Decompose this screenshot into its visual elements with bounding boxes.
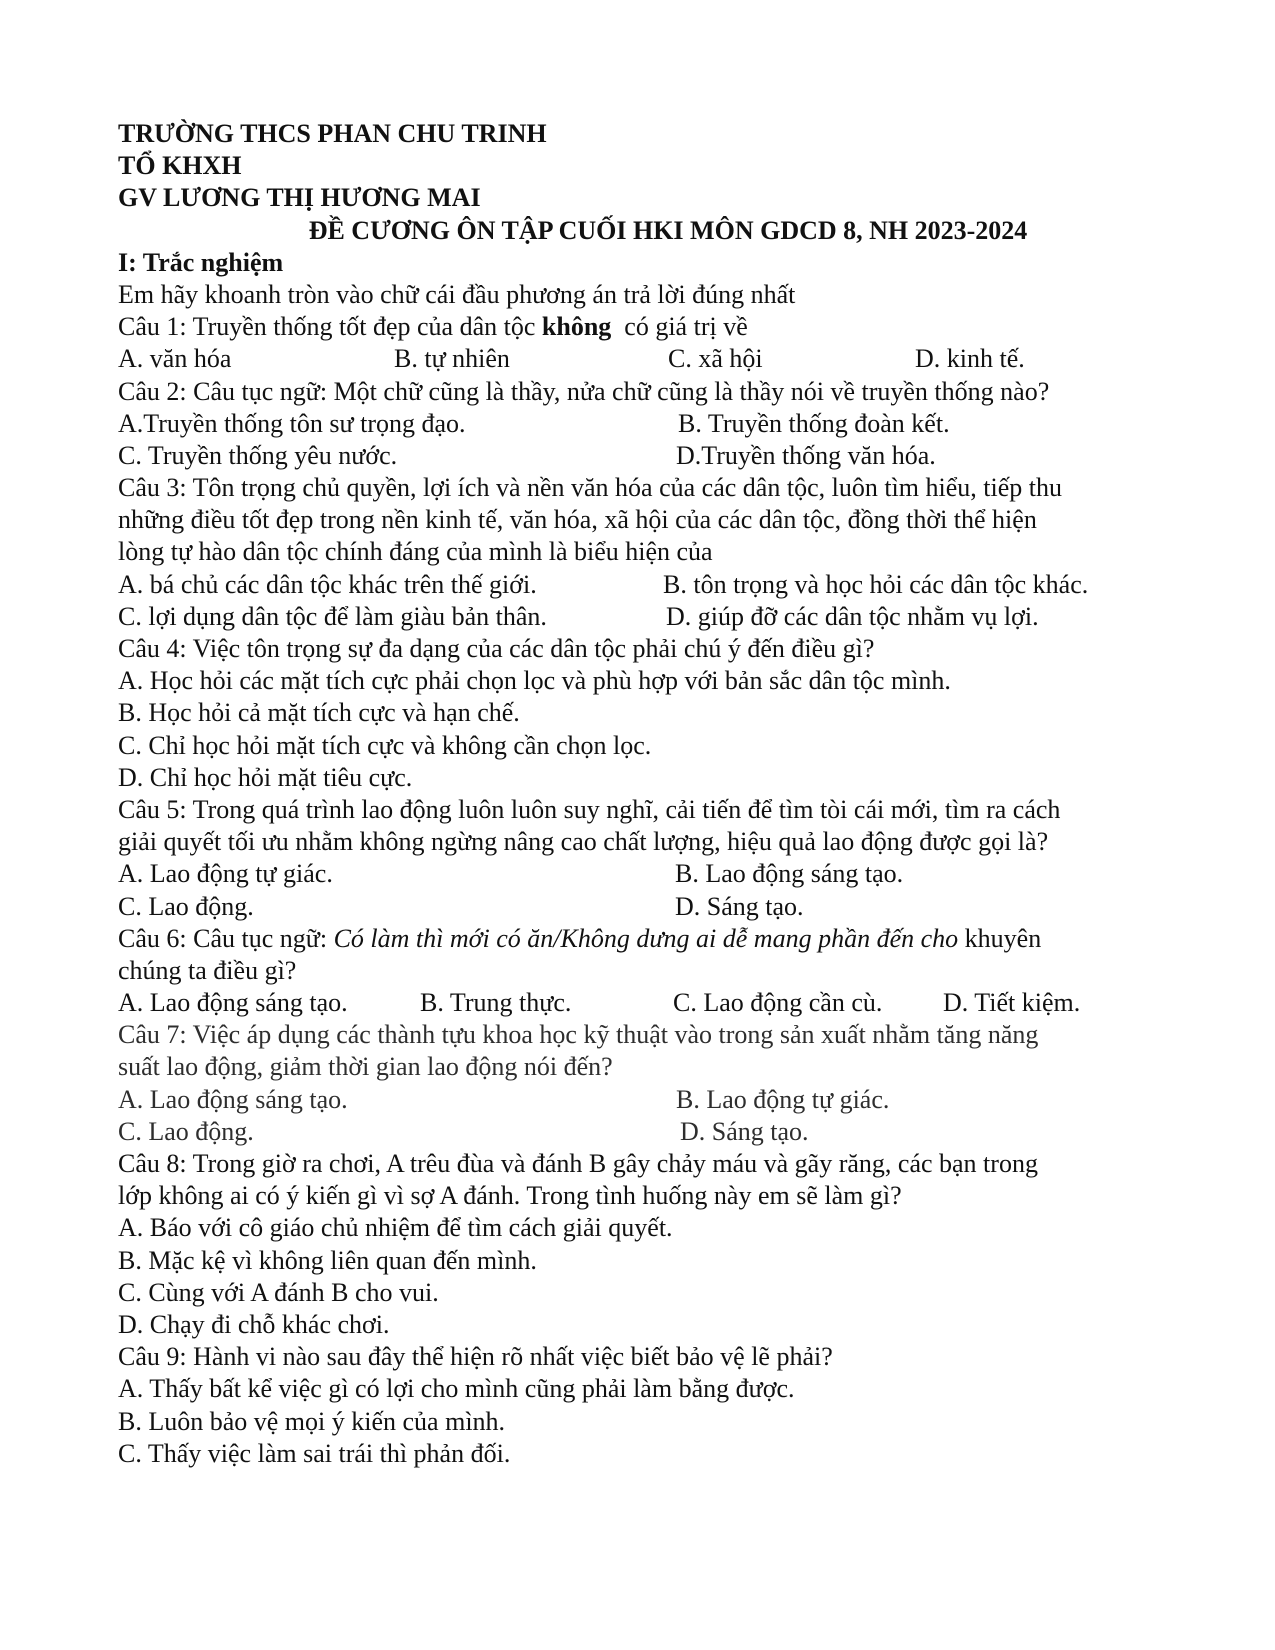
question-8-option-c: C. Cùng với A đánh B cho vui. [118,1277,439,1307]
question-7-option-b: B. Lao động tự giác. [676,1084,890,1114]
question-6-option-d: D. Tiết kiệm. [943,988,1081,1018]
question-2-option-c: C. Truyền thống yêu nước. [118,440,398,470]
question-5-option-c: C. Lao động. [118,891,254,921]
question-5-option-a: A. Lao động tự giác. [118,859,333,889]
question-2-option-b: B. Truyền thống đoàn kết. [678,408,950,438]
question-8-option-a: A. Báo với cô giáo chủ nhiệm để tìm cách giải quyết. [118,1213,673,1243]
section-heading: I: Trắc nghiệm [118,247,284,277]
question-4-option-b: B. Học hỏi cả mặt tích cực và hạn chế. [118,698,520,728]
question-7-option-a: A. Lao động sáng tạo. [118,1084,348,1114]
question-2-options-cd [118,440,1178,472]
question-9-option-c: C. Thấy việc làm sai trái thì phản đối. [118,1438,511,1468]
question-1-stem [118,311,1178,343]
question-3-option-a: A. bá chủ các dân tộc khác trên thế giới. [118,569,537,599]
question-7-stem-line2: suất lao động, giảm thời gian lao động nói đến? [118,1052,613,1082]
question-4-option-c: C. Chỉ học hỏi mặt tích cực và không cần chọn lọc. [118,730,652,760]
question-9-option-b: B. Luôn bảo vệ mọi ý kiến của mình. [118,1406,506,1436]
question-7-stem-line1: Câu 7: Việc áp dụng các thành tựu khoa học kỹ thuật vào trong sản xuất nhằm tăng năng [118,1020,1039,1050]
question-6-option-c: C. Lao động cần cù. [673,988,883,1018]
question-3-option-c: C. lợi dụng dân tộc để làm giàu bản thân. [118,601,547,631]
question-3-stem-line1: Câu 3: Tôn trọng chủ quyền, lợi ích và nền văn hóa của các dân tộc, luôn tìm hiểu, tiếp thu [118,473,1062,503]
question-7-options-ab [118,1084,1178,1116]
question-3-stem-line2: những điều tốt đẹp trong nền kinh tế, văn hóa, xã hội của các dân tộc, đồng thời thể hiện [118,505,1037,535]
question-5-options-cd [118,891,1178,923]
question-3-stem-line3: lòng tự hào dân tộc chính đáng của mình là biểu hiện của [118,537,713,567]
question-2-option-a: A.Truyền thống tôn sư trọng đạo. [118,408,466,438]
question-6-stem-line2: chúng ta điều gì? [118,955,297,985]
question-9-option-a: A. Thấy bất kể việc gì có lợi cho mình cũng phải làm bằng được. [118,1374,795,1404]
teacher-name: GV LƯƠNG THỊ HƯƠNG MAI [118,183,481,213]
question-5-stem-line1: Câu 5: Trong quá trình lao động luôn luôn suy nghĩ, cải tiến để tìm tòi cái mới, tìm ra cách [118,794,1061,824]
document-page [118,118,1178,1470]
question-3-options-ab [118,569,1178,601]
question-4-option-d: D. Chỉ học hỏi mặt tiêu cực. [118,762,413,792]
question-2-option-d: D.Truyền thống văn hóa. [676,440,936,470]
question-6-options [118,987,1178,1019]
question-5-options-ab [118,858,1178,890]
question-1-option-b: B. tự nhiên [394,344,510,374]
question-2-options-ab [118,408,1178,440]
question-8-stem-line2: lớp không ai có ý kiến gì vì sợ A đánh. Trong tình huống này em sẽ làm gì? [118,1181,902,1211]
question-7-options-cd [118,1116,1178,1148]
question-9-stem: Câu 9: Hành vi nào sau đây thể hiện rõ nhất việc biết bảo vệ lẽ phải? [118,1342,833,1372]
question-6-option-b: B. Trung thực. [420,988,572,1018]
question-6-stem-line1 [118,923,1178,955]
question-5-stem-line2: giải quyết tối ưu nhằm không ngừng nâng cao chất lượng, hiệu quả lao động được gọi là? [118,827,1049,857]
question-8-option-b: B. Mặc kệ vì không liên quan đến mình. [118,1245,537,1275]
question-1-stem-bold: không [541,312,612,342]
group-name: TỔ KHXH [118,151,242,181]
question-5-option-b: B. Lao động sáng tạo. [675,859,904,889]
question-5-option-d: D. Sáng tạo. [675,891,804,921]
question-7-option-c: C. Lao động. [118,1116,254,1146]
question-1-option-a: A. văn hóa [118,344,232,374]
question-6-stem-end: khuyên [958,923,1042,953]
question-3-options-cd [118,601,1178,633]
question-4-option-a: A. Học hỏi các mặt tích cực phải chọn lọc và phù hợp với bản sắc dân tộc mình. [118,666,951,696]
question-4-stem: Câu 4: Việc tôn trọng sự đa dạng của các dân tộc phải chú ý đến điều gì? [118,634,875,663]
question-6-option-a: A. Lao động sáng tạo. [118,988,348,1018]
question-1-stem-text: Câu 1: Truyền thống tốt đẹp của dân tộc [118,312,542,342]
question-8-option-d: D. Chạy đi chỗ khác chơi. [118,1309,390,1339]
question-2-stem: Câu 2: Câu tục ngữ: Một chữ cũng là thầy, nửa chữ cũng là thầy nói về truyền thống nào? [118,376,1050,406]
question-7-option-d: D. Sáng tạo. [680,1116,809,1146]
question-6-stem-text: Câu 6: Câu tục ngữ: [118,923,334,953]
school-name: TRƯỜNG THCS PHAN CHU TRINH [118,119,547,148]
question-1-stem-end: có giá trị về [611,312,748,342]
question-3-option-b: B. tôn trọng và học hỏi các dân tộc khác. [663,569,1089,599]
question-8-stem-line1: Câu 8: Trong giờ ra chơi, A trêu đùa và đánh B gây chảy máu và gãy răng, các bạn trong [118,1149,1038,1178]
question-1-option-d: D. kinh tế. [915,344,1025,374]
question-1-option-c: C. xã hội [668,344,763,374]
question-6-proverb: Có làm thì mới có ăn/Không dưng ai dễ mang phần đến cho [333,923,959,953]
question-1-options [118,343,1178,375]
instruction: Em hãy khoanh tròn vào chữ cái đầu phương án trả lời đúng nhất [118,279,796,309]
document-title: ĐỀ CƯƠNG ÔN TẬP CUỐI HKI MÔN GDCD 8, NH 2023-2024 [308,215,1028,245]
question-3-option-d: D. giúp đỡ các dân tộc nhằm vụ lợi. [666,601,1039,631]
